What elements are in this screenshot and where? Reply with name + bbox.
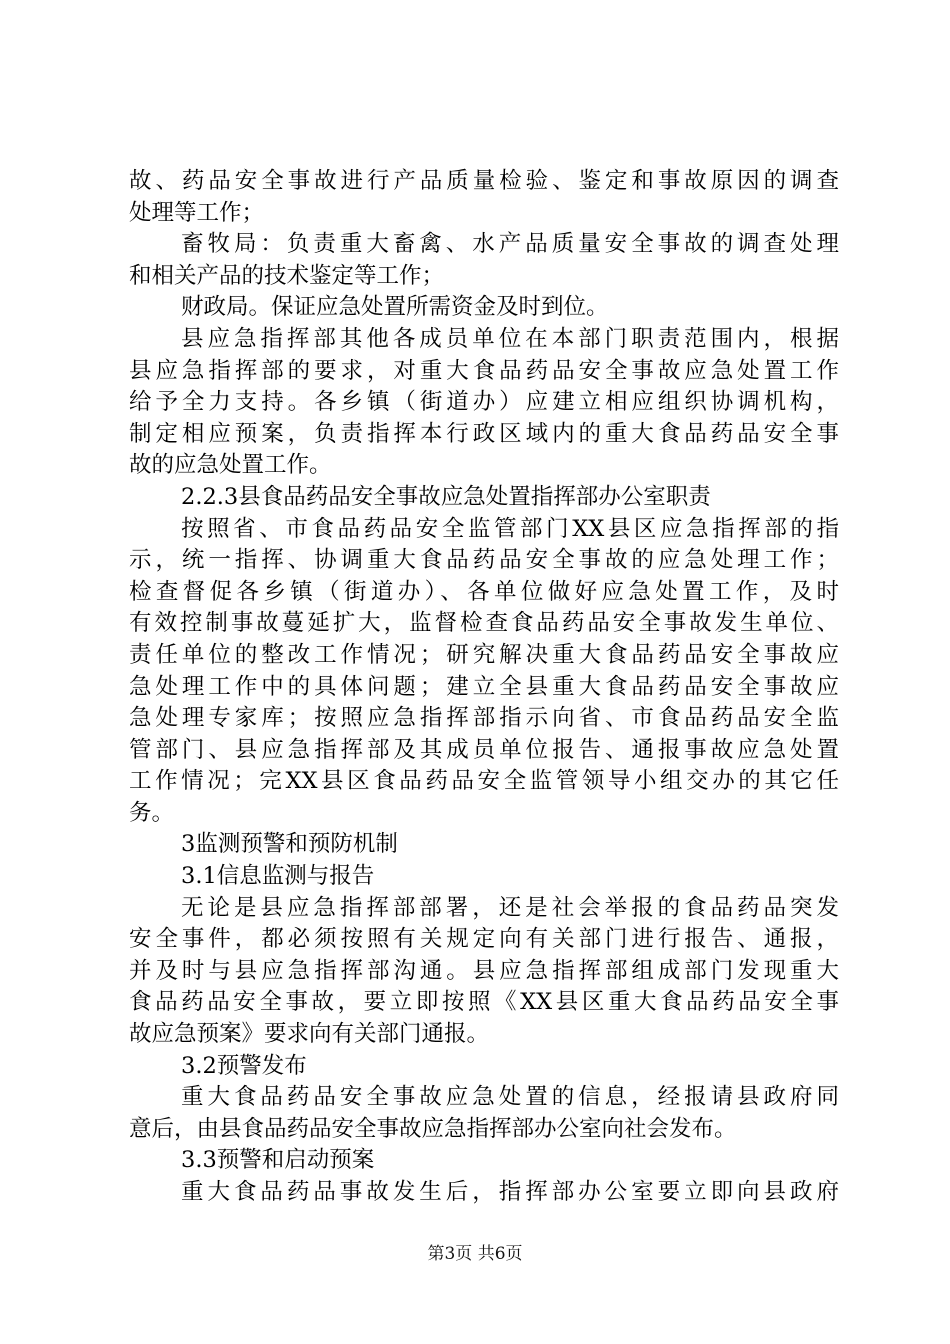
paragraph-start: 重大食品药品事故发生后，指挥部办公室要立即向县政府 <box>181 1179 839 1205</box>
text-line: 处理等工作； <box>129 199 265 226</box>
paragraph-start: 重大食品药品安全事故应急处置的信息，经报请县政府同 <box>181 1084 839 1111</box>
text-line: 和相关产品的技术鉴定等工作； <box>129 262 445 289</box>
text-line: 示，统一指挥、协调重大食品药品安全事故的应急处理工作； <box>129 547 839 574</box>
text-line: 有效控制事故蔓延扩大，监督检查食品药品安全事故发生单位、 <box>129 610 839 637</box>
text-line: 制定相应预案，负责指挥本行政区域内的重大食品药品安全事 <box>129 420 839 447</box>
text-line: 并及时与县应急指挥部沟通。县应急指挥部组成部门发现重大 <box>129 957 839 984</box>
section-heading: 3.3预警和启动预案 <box>181 1147 375 1174</box>
text-line: 务。 <box>129 799 175 826</box>
paragraph-start: 县应急指挥部其他各成员单位在本部门职责范围内，根据 <box>181 325 839 352</box>
document-body <box>129 166 839 1209</box>
paragraph-start: 畜牧局：负责重大畜禽、水产品质量安全事故的调查处理 <box>181 231 839 258</box>
text-line: 食品药品安全事故，要立即按照《XX县区重大食品药品安全事 <box>129 989 839 1016</box>
text-line: 检查督促各乡镇（街道办）、各单位做好应急处置工作，及时 <box>129 578 839 605</box>
section-heading: 3.1信息监测与报告 <box>181 863 375 890</box>
text-line: 急处理工作中的具体问题；建立全县重大食品药品安全事故应 <box>129 673 839 700</box>
text-line: 责任单位的整改工作情况；研究解决重大食品药品安全事故应 <box>129 641 839 668</box>
section-heading: 3.2预警发布 <box>181 1052 307 1079</box>
paragraph-start: 按照省、市食品药品安全监管部门XX县区应急指挥部的指 <box>181 515 839 542</box>
text-line: 故、药品安全事故进行产品质量检验、鉴定和事故原因的调查 <box>129 168 839 194</box>
section-heading: 3监测预警和预防机制 <box>181 831 398 858</box>
text-line: 故应急预案》要求向有关部门通报。 <box>129 1021 490 1048</box>
text-line: 管部门、县应急指挥部及其成员单位报告、通报事故应急处置 <box>129 736 839 763</box>
text-line: 工作情况；完XX县区食品药品安全监管领导小组交办的其它任 <box>129 768 839 795</box>
page-number-footer: 第3页 共6页 <box>427 1244 523 1264</box>
text-line: 给予全力支持。各乡镇（街道办）应建立相应组织协调机构， <box>129 389 839 416</box>
text-line: 急处理专家库；按照应急指挥部指示向省、市食品药品安全监 <box>129 705 839 732</box>
paragraph-start: 财政局。保证应急处置所需资金及时到位。 <box>181 294 609 321</box>
section-heading: 2.2.3县食品药品安全事故应急处置指挥部办公室职责 <box>181 483 711 510</box>
text-line: 故的应急处置工作。 <box>129 452 332 479</box>
text-line: 县应急指挥部的要求，对重大食品药品安全事故应急处置工作 <box>129 357 839 384</box>
paragraph-start: 无论是县应急指挥部部署，还是社会举报的食品药品突发 <box>181 894 839 921</box>
text-line: 意后，由县食品药品安全事故应急指挥部办公室向社会发布。 <box>129 1115 737 1142</box>
text-line: 安全事件，都必须按照有关规定向有关部门进行报告、通报， <box>129 926 839 953</box>
